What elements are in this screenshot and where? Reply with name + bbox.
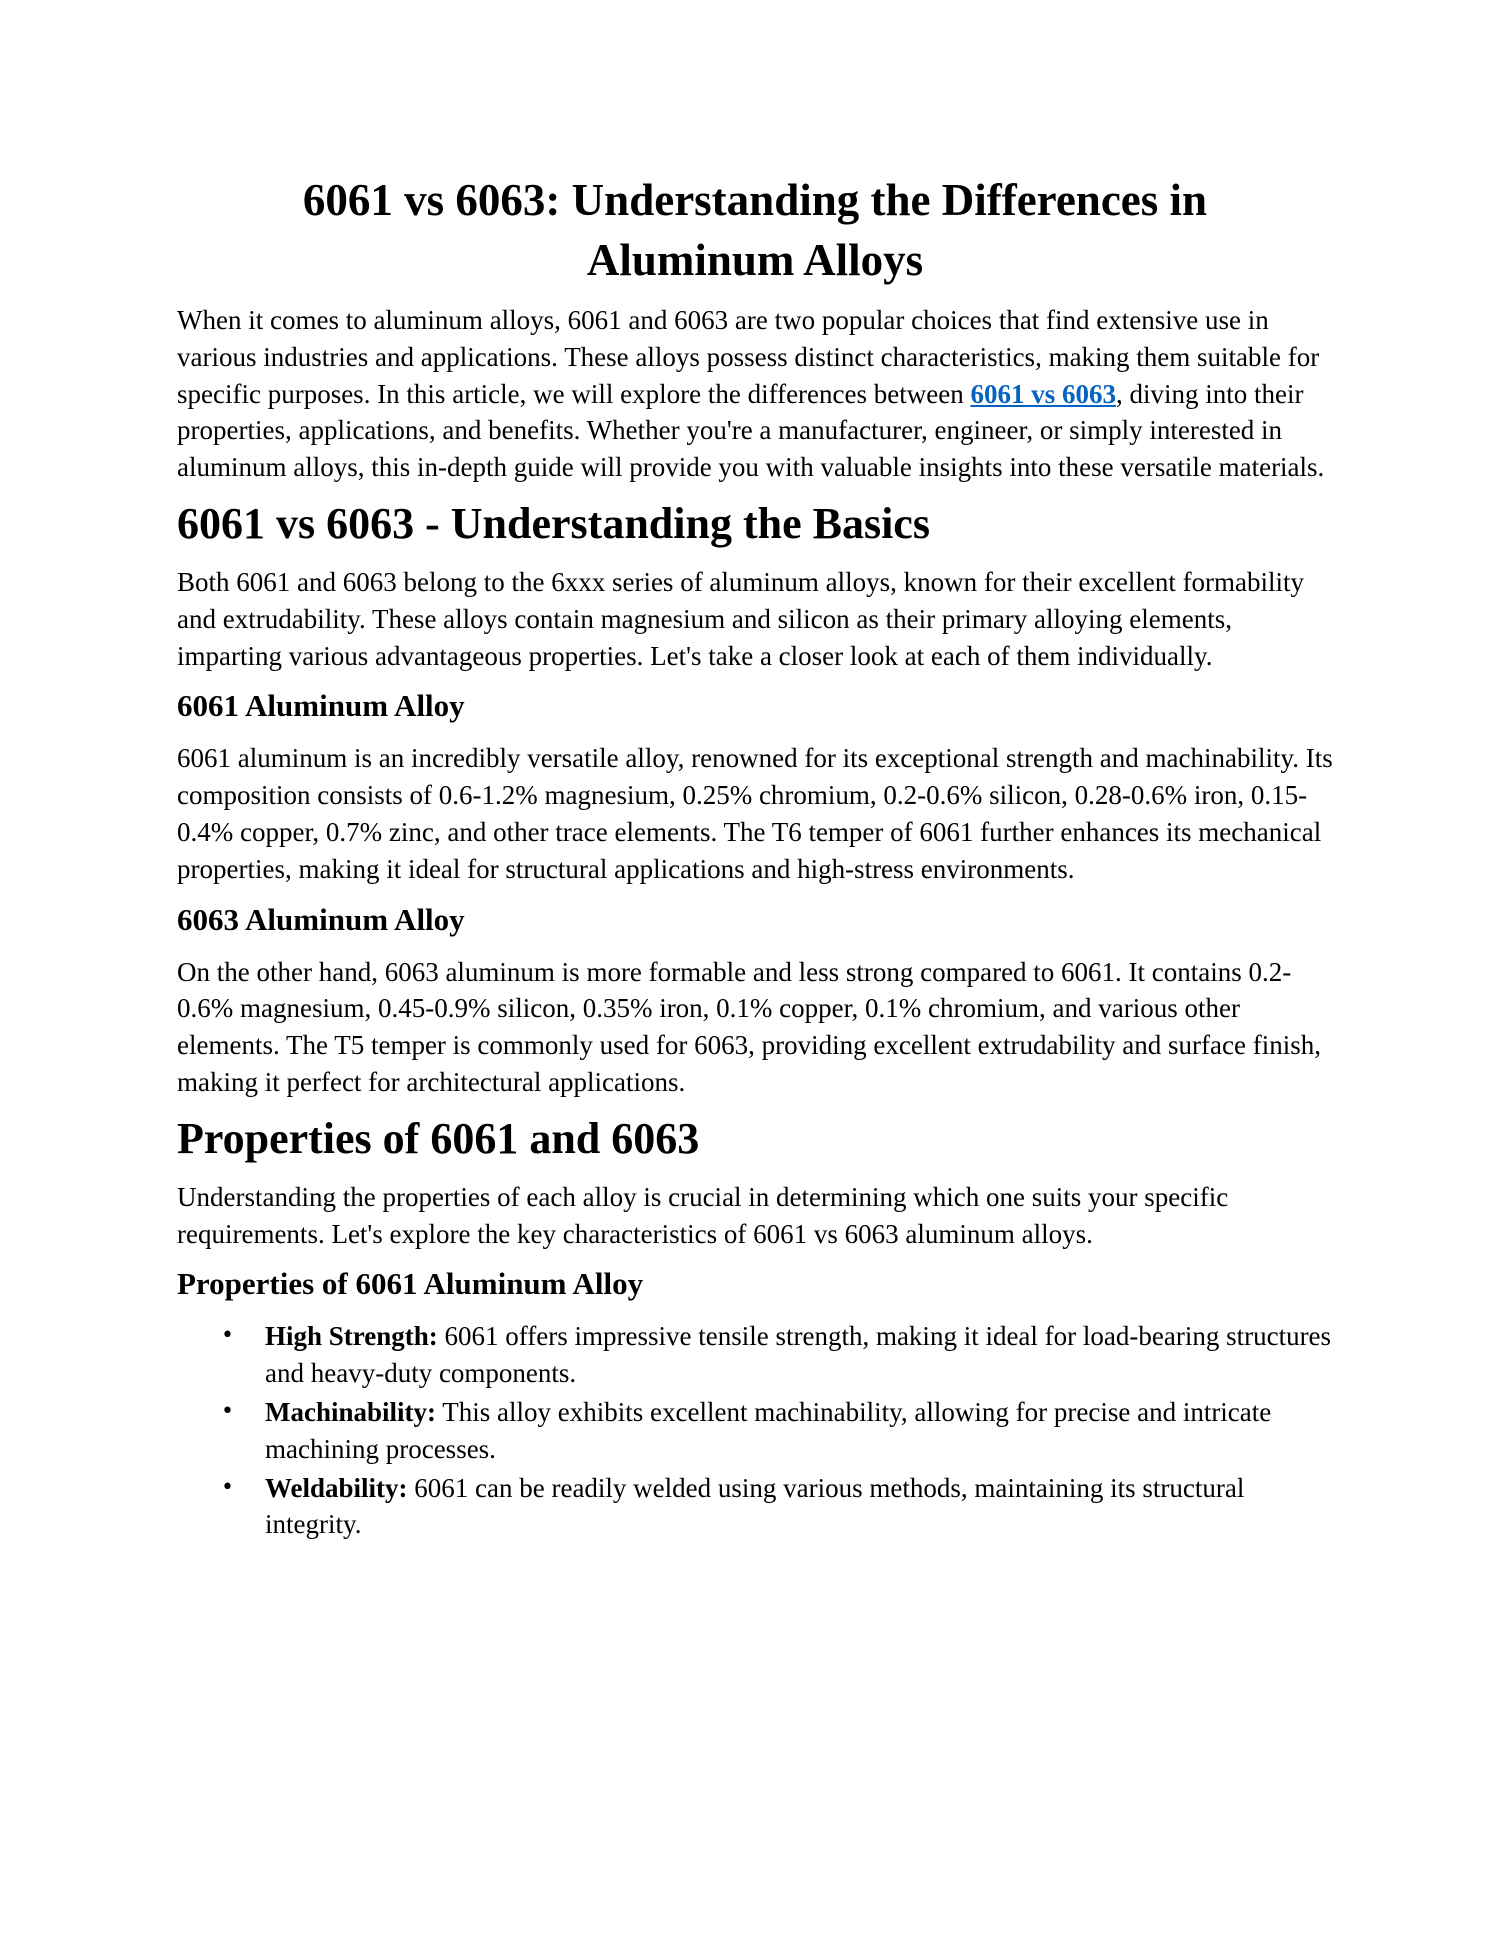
bullet-icon: • bbox=[221, 1474, 234, 1500]
alloy-6061-paragraph: 6061 aluminum is an incredibly versatile alloy, renowned for its exceptional strength and machinability. Its composition consists of 0.6-1.2% magnesium, 0.25% chromium, 0.2-0.6% silicon, 0.28-0.6% iron, 0.15-0.4% copper, 0.7% zinc, and other trace elements. The T6 temper of 6061 further enhances its mechanical properties, making it ideal for structural applications and high-stress environments. bbox=[177, 743, 1333, 884]
list-item bbox=[221, 1470, 1333, 1544]
page-title: 6061 vs 6063: Understanding the Differences in Aluminum Alloys bbox=[302, 175, 1208, 285]
property-term: Weldability: bbox=[265, 1472, 408, 1503]
property-description: 6061 can be readily welded using various methods, maintaining its structural integrity. bbox=[265, 1472, 1245, 1540]
property-description: This alloy exhibits excellent machinability, allowing for precise and intricate machining processes. bbox=[265, 1396, 1272, 1464]
properties-6061-list bbox=[177, 1318, 1333, 1543]
property-term: Machinability: bbox=[265, 1396, 437, 1427]
alloy-6063-heading: 6063 Aluminum Alloy bbox=[177, 901, 465, 937]
property-term: High Strength: bbox=[265, 1321, 438, 1352]
alloy-6063-paragraph: On the other hand, 6063 aluminum is more formable and less strong compared to 6061. It contains 0.2-0.6% magnesium, 0.45-0.9% silicon, 0.35% iron, 0.1% copper, 0.1% chromium, and various other elements. The T5 temper is commonly used for 6063, providing excellent extrudability and surface finish, making it perfect for architectural applications. bbox=[177, 956, 1321, 1097]
properties-6061-heading: Properties of 6061 Aluminum Alloy bbox=[177, 1266, 644, 1302]
bullet-icon: • bbox=[221, 1323, 234, 1349]
bullet-icon: • bbox=[221, 1398, 234, 1424]
basics-paragraph: Both 6061 and 6063 belong to the 6xxx series of aluminum alloys, known for their excellent formability and extrudability. These alloys contain magnesium and silicon as their primary alloying elements, imparting various advantageous properties. Let's take a closer look at each of them individually. bbox=[177, 566, 1305, 671]
alloy-6061-heading: 6061 Aluminum Alloy bbox=[177, 688, 465, 724]
property-description: 6061 offers impressive tensile strength, making it ideal for load-bearing structures and heavy-duty components. bbox=[265, 1321, 1332, 1389]
intro-text-before-link: When it comes to aluminum alloys, 6061 and 6063 are two popular choices that find extensive use in various industries and applications. These alloys possess distinct characteristics, making them suitable for specific purposes. In this article, we will explore the differences between bbox=[177, 305, 1320, 409]
list-item bbox=[221, 1394, 1333, 1468]
properties-paragraph: Understanding the properties of each alloy is crucial in determining which one suits your specific requirements. Let's explore the key characteristics of 6061 vs 6063 aluminum alloys. bbox=[177, 1181, 1229, 1249]
basics-heading: 6061 vs 6063 - Understanding the Basics bbox=[177, 498, 930, 548]
intro-paragraph bbox=[177, 302, 1333, 486]
document-page bbox=[177, 170, 1333, 1545]
intro-text-after-link: , diving into their properties, applications, and benefits. Whether you're a manufacturer, engineer, or simply interested in aluminum alloys, this in-depth guide will provide you with valuable insights into these versatile materials. bbox=[177, 378, 1325, 483]
properties-heading: Properties of 6061 and 6063 bbox=[177, 1113, 700, 1163]
6061-vs-6063-link[interactable]: 6061 vs 6063 bbox=[970, 378, 1116, 409]
list-item bbox=[221, 1318, 1333, 1392]
